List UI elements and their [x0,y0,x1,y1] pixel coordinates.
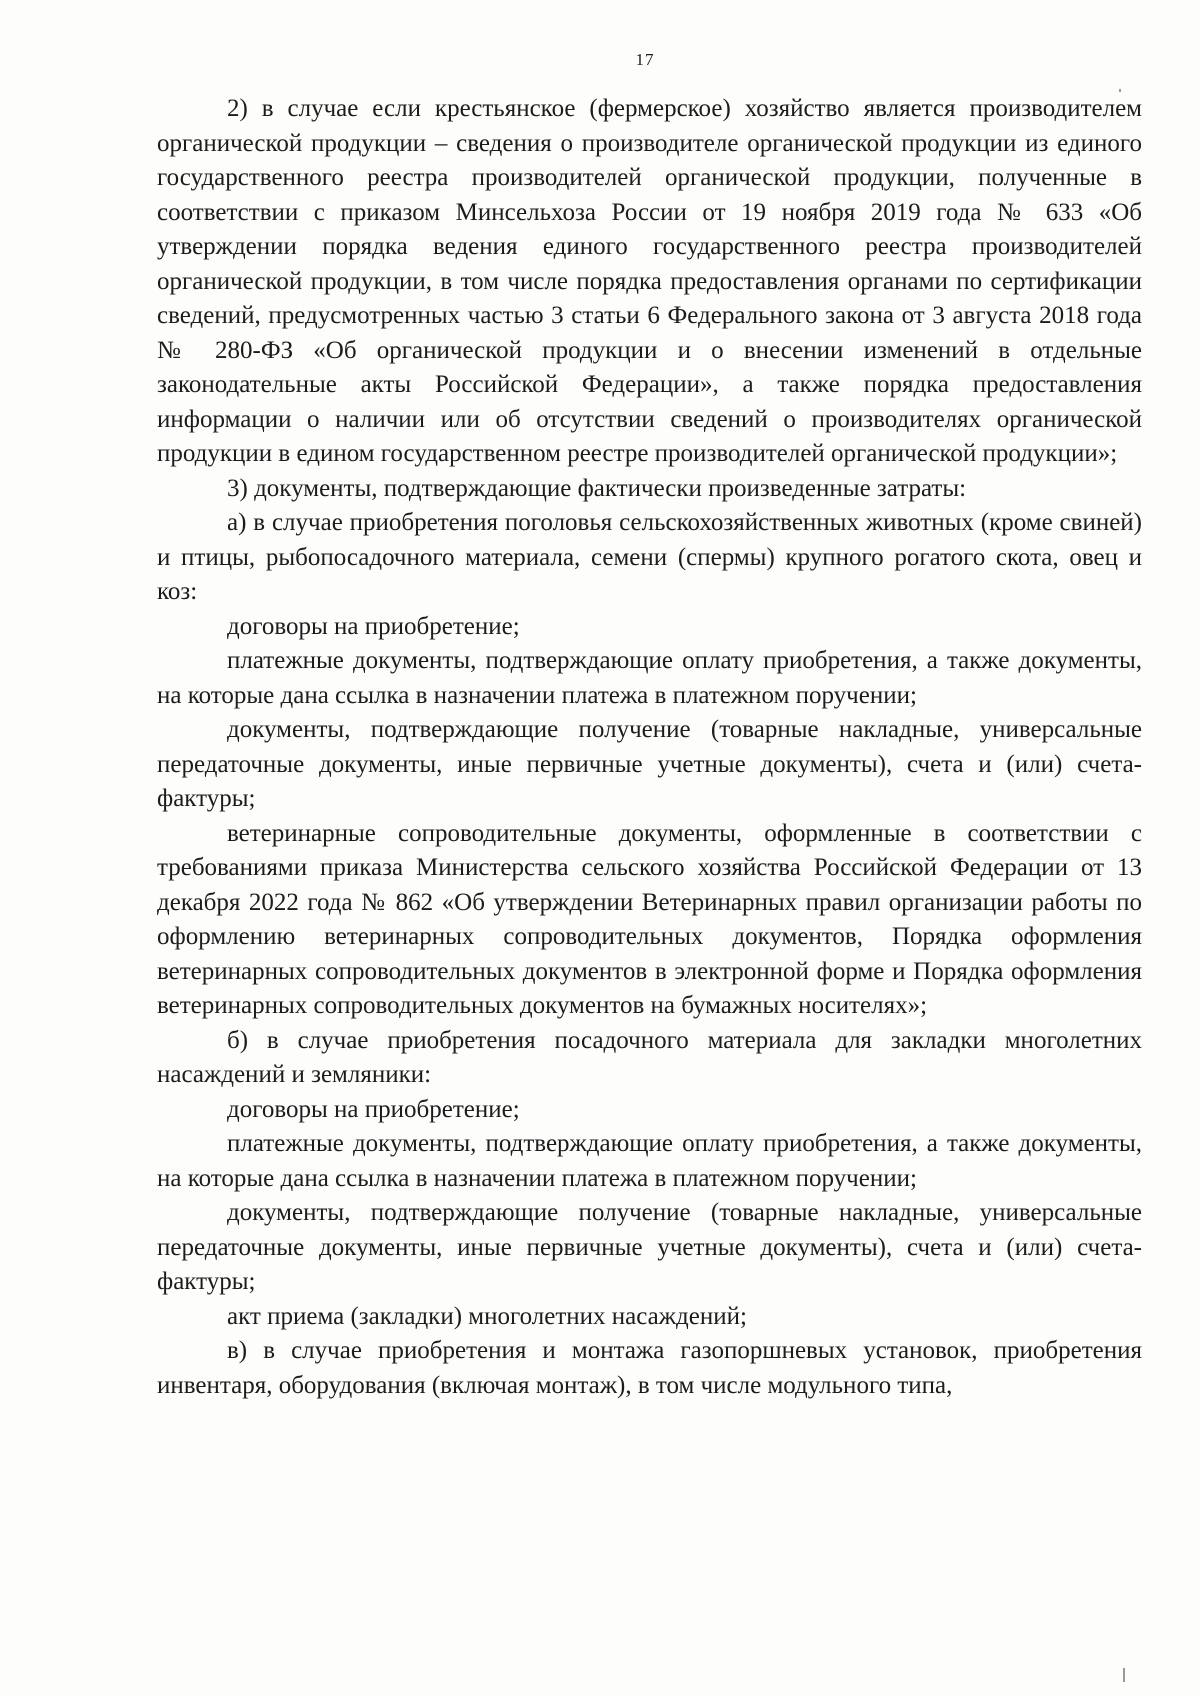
paragraph-planting-act: акт приема (закладки) многолетних насаждений; [227,1302,747,1330]
paragraph-contracts: договоры на приобретение; [227,612,520,640]
paragraph-contracts-2: договоры на приобретение; [227,1095,520,1123]
page-number: 17 [635,50,655,69]
scan-speck-mark [1119,89,1121,92]
paragraph-item-2: 2) в случае если крестьянское (фермерское) хозяйство является производителем органической продукции – сведения о производителе органической продукции из единого государственного реестра производителей органической продукции, полученные в соответствии с приказом Минсельхоза России от 19 ноября 2019 года № 633 «Об утверждении порядка ведения единого государственного реестра производителей органической продукции, в том числе порядка предоставления органами по сертификации сведений, предусмотренных частью 3 статьи 6 Федерального закона от 3 августа 2018 года № 280-ФЗ «Об органической продукции и о внесении изменений в отдельные законодательные акты Российской Федерации», а также порядка предоставления информации о наличии или об отсутствии сведений о производителях органической продукции в едином государственном реестре производителей органической продукции»; [157,95,1142,467]
paragraph-subitem-b: б) в случае приобретения посадочного материала для закладки многолетних насаждений и земляники: [157,1026,1142,1088]
paragraph-veterinary-documents: ветеринарные сопроводительные документы, оформленные в соответствии с требованиями приказа Министерства сельского хозяйства Российской Федерации от 13 декабря 2022 года № 862 «Об утверждении Ветеринарных правил организации работы по оформлению ветеринарных сопроводительных документов, Порядка оформления ветеринарных сопроводительных документов в электронной форме и Порядка оформления ветеринарных сопроводительных документов на бумажных носителях»; [157,819,1142,1019]
document-body [157,92,1142,1403]
paragraph-payment-documents: платежные документы, подтверждающие оплату приобретения, а также документы, на которые дана ссылка в назначении платежа в платежном поручении; [157,647,1142,709]
paragraph-receipt-documents-2: документы, подтверждающие получение (товарные накладные, универсальные передаточные документы, иные первичные учетные документы), счета и (или) счета-фактуры; [157,1199,1142,1295]
paragraph-receipt-documents: документы, подтверждающие получение (товарные накладные, универсальные передаточные документы, иные первичные учетные документы), счета и (или) счета-фактуры; [157,716,1142,812]
paragraph-subitem-v: в) в случае приобретения и монтажа газопоршневых установок, приобретения инвентаря, оборудования (включая монтаж), в том числе модульного типа, [157,1337,1142,1399]
paragraph-payment-documents-2: платежные документы, подтверждающие оплату приобретения, а также документы, на которые дана ссылка в назначении платежа в платежном поручении; [157,1130,1142,1192]
scan-edge-mark [1123,1668,1125,1682]
paragraph-item-3: 3) документы, подтверждающие фактически произведенные затраты: [227,474,967,502]
paragraph-subitem-a: а) в случае приобретения поголовья сельскохозяйственных животных (кроме свиней) и птицы, рыбопосадочного материала, семени (спермы) крупного рогатого скота, овец и коз: [157,509,1142,605]
